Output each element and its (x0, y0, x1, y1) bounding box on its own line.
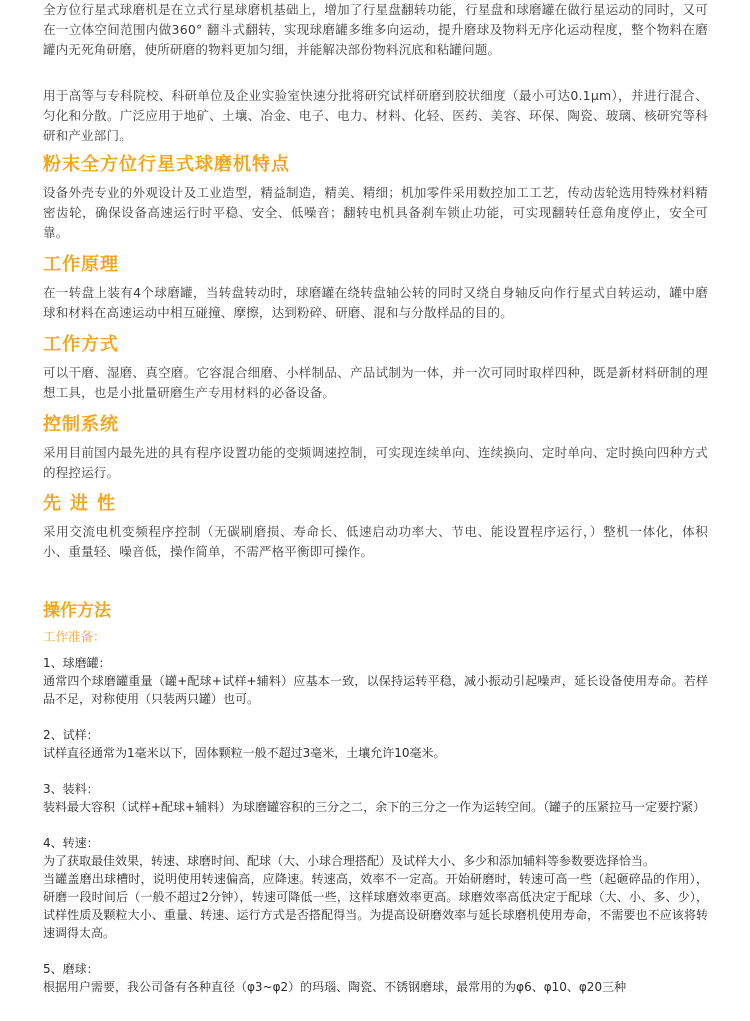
step-body: 为了获取最佳效果，转速、球磨时间、配球（大、小球合理搭配）及试样大小、多少和添加辅料等参数要选择恰当。 (43, 854, 656, 868)
step-4 (43, 834, 708, 942)
principle-heading: 工作原理 (43, 254, 119, 275)
step-2 (43, 726, 708, 762)
principle-section (43, 253, 708, 323)
control-body: 采用目前国内最先进的具有程序设置功能的变频调速控制，可实现连续单向、连续换向、定时单向、定时换向四种方式的程控运行。 (43, 445, 708, 480)
step-title: 5、磨球： (43, 962, 99, 976)
principle-body: 在一转盘上装有4个球磨罐，当转盘转动时，球磨罐在绕转盘轴公转的同时又绕自身轴反向作行星式自转运动，罐中磨球和材料在高速运动中相互碰撞、摩擦，达到粉碎、研磨、混和与分散样品的目的。 (43, 285, 708, 320)
operation-subheading: 工作准备： (43, 629, 106, 644)
step-title: 4、转速： (43, 836, 99, 850)
features-heading: 粉末全方位行星式球磨机特点 (43, 154, 290, 175)
step-body: 通常四个球磨罐重量（罐+配球+试样+辅料）应基本一致，以保持运转平稳，减小振动引起噪声，延长设备使用寿命。若样品不足，对称使用（只装两只罐）也可。 (43, 674, 708, 706)
step-title: 1、球磨罐： (43, 656, 111, 670)
mode-heading: 工作方式 (43, 334, 119, 355)
mode-body: 可以干磨、湿磨、真空磨。它容混合细磨、小样制品、产品试制为一体，并一次可同时取样四种，既是新材料研制的理想工具，也是小批量研磨生产专用材料的必备设备。 (43, 365, 708, 400)
step-title: 3、装料： (43, 782, 99, 796)
intro-paragraph-1: 全方位行星式球磨机是在立式行星球磨机基础上，增加了行星盘翻转功能，行星盘和球磨罐在做行星运动的同时，又可在一立体空间范围内做360° 翻斗式翻转，实现球磨罐多维多向运动，提升磨球及物料无序化运动程度，整个物料在磨罐内无死角研磨，使所研磨的物料更加匀细，并能解决部份物料沉底和粘罐问题。 (43, 2, 708, 57)
step-3 (43, 780, 708, 816)
features-section (43, 153, 708, 243)
intro-section (43, 0, 708, 60)
features-body: 设备外壳专业的外观设计及工业造型，精益制造，精美、精细；机加零件采用数控加工工艺，传动齿轮选用特殊材料精密齿轮，确保设备高速运行时平稳、安全、低噪音；翻转电机具备刹车锁止功能，可实现翻转任意角度停止，安全可靠。 (43, 185, 708, 240)
step-title: 2、试样： (43, 728, 99, 742)
advanced-body: 采用交流电机变频程序控制（无碳刷磨损、寿命长、低速启动功率大、节电、能设置程序运行，）整机一体化，体积小、重量轻、噪音低，操作简单，不需严格平衡即可操作。 (43, 524, 708, 559)
advanced-section (43, 492, 708, 562)
operation-section (43, 600, 708, 996)
step-body: 装料最大容积（试样+配球+辅料）为球磨罐容积的三分之二，余下的三分之一作为运转空间。（罐子的压紧拉马一定要拧紧） (43, 800, 706, 814)
control-heading: 控制系统 (43, 414, 119, 435)
step-body: 根据用户需要，我公司备有各种直径（φ3~φ2）的玛瑙、陶瓷、不锈钢磨球，最常用的为φ6、φ10、φ20三种 (43, 980, 627, 994)
operation-heading: 操作方法 (43, 601, 111, 621)
control-section (43, 413, 708, 483)
intro-paragraph-2: 用于高等与专科院校、科研单位及企业实验室快速分批将研究试样研磨到胶状细度（最小可达0.1μm），并进行混合、匀化和分散。广泛应用于地矿、土壤、冶金、电子、电力、材料、化轻、医药、美容、环保、陶瓷、玻璃、核研究等科研和产业部门。 (43, 88, 708, 143)
step-body: 试样直径通常为1毫米以下，固体颗粒一般不超过3毫米，土壤允许10毫米。 (43, 746, 446, 760)
advanced-heading: 先进性 (43, 493, 124, 514)
intro-section-2 (43, 86, 708, 146)
step-body-continued: 当罐盖磨出球槽时，说明使用转速偏高，应降速。转速高，效率不一定高。开始研磨时，转速可高一些（起砸碎品的作用），研磨一段时间后（一般不超过2分钟），转速可降低一些，这样球磨效率更高。球磨效率高低决定于配球（大、小、多、少），试样性质及颗粒大小、重量、转速、运行方式是否搭配得当。为提高设研磨效率与延长球磨机使用寿命，不需要也不应该将转速调得太高。 (43, 872, 708, 940)
mode-section (43, 333, 708, 403)
step-1 (43, 654, 708, 708)
step-5 (43, 960, 708, 996)
